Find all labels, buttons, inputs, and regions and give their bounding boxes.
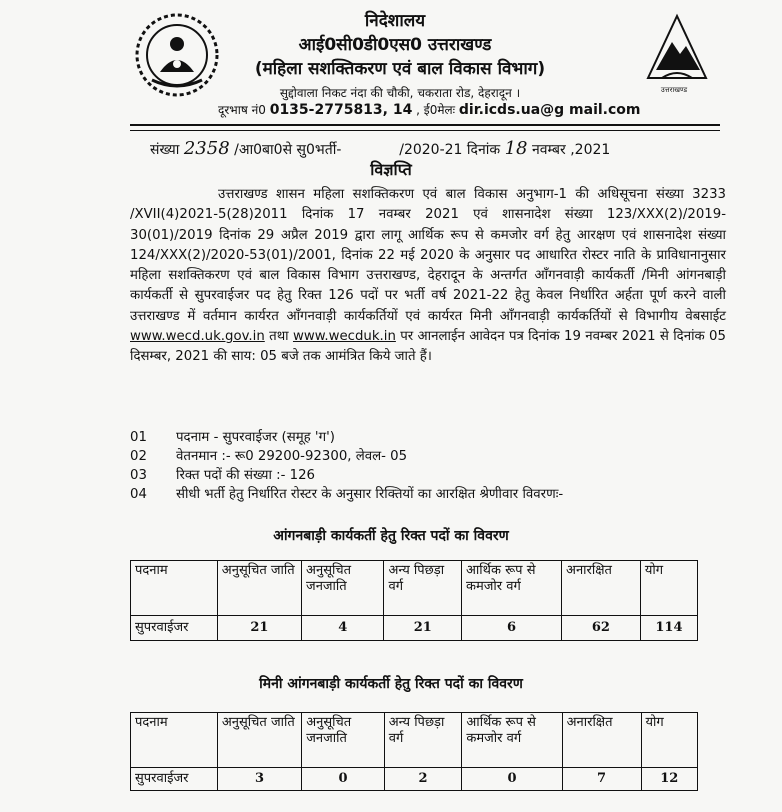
column-header: पदनाम: [131, 561, 218, 616]
date-day: 18: [504, 138, 528, 159]
table-cell: 21: [217, 616, 301, 641]
row-label: सुपरवाईजर: [131, 768, 218, 791]
organization-line: आई0सी0डी0एस0 उत्तराखण्ड: [298, 35, 492, 55]
notice-body: [130, 185, 726, 368]
table-cell: 7: [562, 768, 641, 791]
reference-dept-code: /आ0बा0से सु0भर्ती-: [234, 142, 342, 158]
item-number: 01: [130, 430, 147, 445]
date-label: दिनांक: [466, 142, 501, 158]
address-line: सुद्दोवाला निकट नंदा की चौकी, चकराता रोड, देहरादून ।: [279, 86, 521, 100]
body-paragraph-1: उत्तराखण्ड शासन महिला सशक्तिकरण एवं बाल विकास अनुभाग-1 की अधिसूचना संख्या 3233 /XVII(4)2021-5(28)2011 दिनांक 17 नवम्बर 2021 एवं शासनादेश संख्या 123/XXX(2)/2019-30(01)/2019 दिनांक 29 अप्रैल 2019 द्वारा लागू आर्थिक रूप से कमजोर वर्ग हेतु आरक्षण एवं शासनादेश संख्या 124/XXX(2)/2020-53(01)/2001, दिनांक 22 मई 2020 के अनुसार पद आधारित रोस्टर नाति के प्राविधानानुसार महिला सशक्तिकरण एवं बाल विकास विभाग उत्तराखण्ड, देहरादून के अन्तर्गत आँगनवाड़ी कार्यकर्ती /मिनी आंगनबाड़ी कार्यकर्ती से सुपरवाईजर पद हेतु रिक्त 126 पदों पर भर्ती वर्ष 2021-22 हेतु केवल निर्धारित अर्हता पूर्ण करने वाली उत्तराखण्ड में वर्तमान कार्यरत आँगनवाड़ी कार्यकर्तियों एवं कार्यरत मिनी आँगनवाड़ी कार्यकर्तियों से विभागीय वेबसाईट: [130, 187, 726, 324]
column-header: अनुसूचित जाति: [217, 713, 301, 768]
column-header: अन्य पिछड़ा वर्ग: [384, 713, 462, 768]
table-header-row: [131, 713, 698, 768]
table-cell: 2: [384, 768, 462, 791]
table-row: [131, 616, 698, 641]
item-text: वेतनमान :- रू0 29200-92300, लेवल- 05: [176, 449, 408, 464]
list-item: [130, 465, 315, 483]
item-number: 04: [130, 487, 147, 502]
column-header: अन्य पिछड़ा वर्ग: [384, 561, 462, 616]
item-text: सीधी भर्ती हेतु निर्धारित रोस्टर के अनुसार रिक्तियों का आरक्षित श्रेणीवार विवरणः-: [176, 487, 564, 502]
column-header: आर्थिक रूप से कमजोर वर्ग: [462, 561, 562, 616]
column-header: पदनाम: [131, 713, 218, 768]
table-cell: 0: [462, 768, 562, 791]
column-header: अनारक्षित: [562, 561, 641, 616]
table-cell: 6: [462, 616, 562, 641]
header-divider-thin: [130, 130, 720, 131]
department-line: (महिला सशक्तिकरण एवं बाल विकास विभाग): [254, 59, 546, 79]
header-divider: [130, 124, 720, 126]
table-header-row: [131, 561, 698, 616]
phone-label: दूरभाष नं0: [218, 103, 266, 117]
website-link-2[interactable]: www.wecduk.in: [292, 329, 396, 345]
column-header: अनुसूचित जाति: [217, 561, 301, 616]
list-item: [130, 446, 407, 464]
icds-emblem-logo: [132, 10, 222, 100]
column-header: अनारक्षित: [562, 713, 641, 768]
directorate-title: निदेशालय: [364, 11, 426, 31]
body-connector: तथा: [269, 329, 289, 345]
website-link-1[interactable]: www.wecd.uk.gov.in: [130, 329, 265, 345]
email-label: , ई0मेलः: [416, 103, 456, 117]
table-row: [131, 768, 698, 791]
reference-number: 2358: [183, 138, 230, 159]
reference-line: [150, 138, 730, 159]
table-cell: 12: [641, 768, 697, 791]
table-cell: 114: [640, 616, 697, 641]
body-paragraph-2: पर आनलाईन आवेदन पत्र दिनांक 19 नवम्बर 2021 से दिनांक 05 दिसम्बर, 2021 की साय: 05 बजे तक आमंत्रित किये जाते हैं।: [130, 329, 726, 365]
notice-title: विज्ञप्ति: [370, 160, 412, 179]
column-header: योग: [640, 561, 697, 616]
right-logo-caption: उत्तराखण्ड: [660, 86, 688, 94]
phone-number: 0135-2775813, 14: [269, 102, 413, 118]
row-label: सुपरवाईजर: [131, 616, 218, 641]
reference-label: संख्या: [150, 142, 180, 158]
table-cell: 21: [384, 616, 462, 641]
date-month-year: नवम्बर ,2021: [531, 142, 611, 158]
list-item: [130, 484, 563, 502]
column-header: अनुसूचित जनजाति: [302, 561, 384, 616]
table-cell: 0: [302, 768, 385, 791]
column-header: आर्थिक रूप से कमजोर वर्ग: [462, 713, 562, 768]
email-address: dir.icds.ua@g mail.com: [458, 102, 641, 118]
list-item: [130, 427, 335, 445]
contact-line: [218, 101, 641, 118]
table-cell: 3: [217, 768, 301, 791]
table-cell: 62: [562, 616, 641, 641]
reference-year: /2020-21: [399, 142, 463, 158]
mini-anganwadi-vacancy-table: [130, 712, 698, 791]
column-header: अनुसूचित जनजाति: [302, 713, 385, 768]
table-2-heading: मिनी आंगनबाड़ी कार्यकर्ती हेतु रिक्त पदों का विवरण: [259, 676, 523, 692]
column-header: योग: [641, 713, 697, 768]
item-text: पदनाम - सुपरवाईजर (समूह 'ग'): [176, 430, 335, 445]
item-text: रिक्त पदों की संख्या :- 126: [176, 468, 316, 483]
table-cell: 4: [302, 616, 384, 641]
item-number: 03: [130, 468, 147, 483]
item-number: 02: [130, 449, 147, 464]
anganwadi-vacancy-table: [130, 560, 698, 641]
uttarakhand-emblem-logo: [642, 8, 712, 94]
table-1-heading: आंगनबाड़ी कार्यकर्ती हेतु रिक्त पदों का विवरण: [273, 528, 509, 544]
